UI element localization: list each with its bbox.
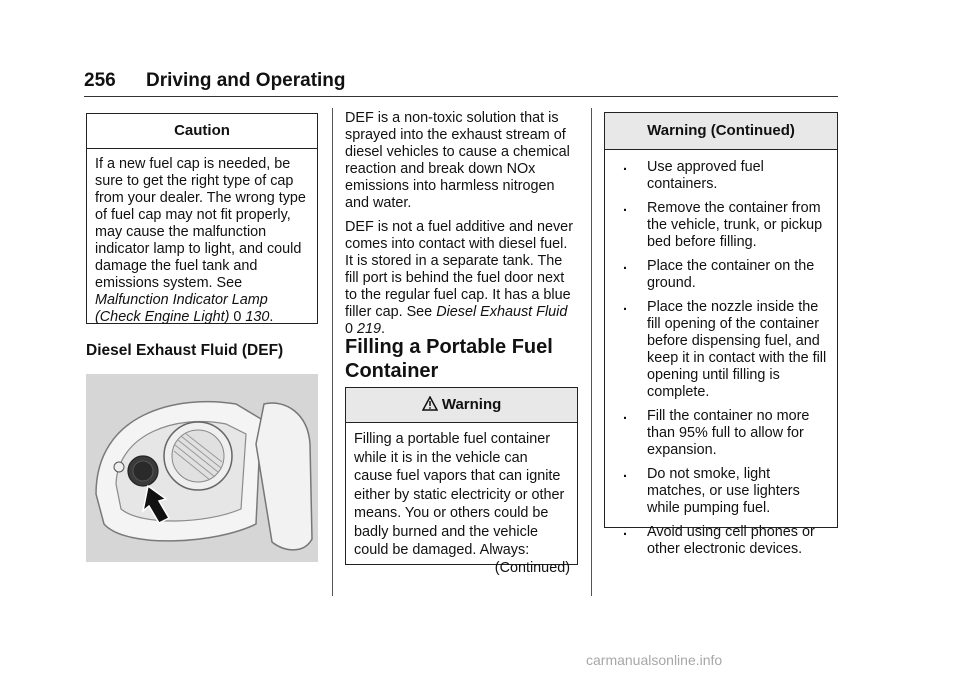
caution-body	[87, 149, 317, 326]
column-divider	[332, 108, 333, 596]
page-ref-icon: 0	[345, 321, 354, 337]
caution-reference-link[interactable]: Malfunction Indicator Lamp (Check Engine Light)	[95, 292, 268, 325]
fuel-door-illustration	[86, 374, 318, 562]
bullet-icon: .	[623, 199, 627, 215]
caution-title: Caution	[87, 114, 317, 149]
list-item: . Fill the container no more than 95% full to allow for expansion.	[623, 407, 810, 458]
bullet-icon: .	[623, 407, 627, 423]
warning-list	[605, 150, 837, 558]
column-divider	[591, 108, 592, 596]
caution-reference-page[interactable]: 130	[245, 309, 270, 325]
list-item: . Use approved fuel containers.	[623, 158, 764, 192]
bullet-icon: .	[623, 257, 627, 273]
fuel-door-drawing	[86, 374, 318, 562]
bullet-icon: .	[623, 523, 627, 539]
def-reference-page[interactable]: 219	[357, 321, 382, 337]
warning-continued-title: Warning (Continued)	[605, 113, 837, 150]
warning-triangle-icon	[422, 396, 438, 411]
header-rule	[84, 96, 838, 97]
page-number: 256	[84, 70, 116, 91]
section-title: Driving and Operating	[146, 70, 346, 91]
def-paragraph-1: DEF is a non-toxic solution that is sprayed into the exhaust stream of diesel vehicles to cause a chemical reaction and break down NOx emissions into harmless nitrogen and water.	[345, 110, 570, 211]
bullet-icon: .	[623, 158, 627, 174]
def-paragraph-2	[345, 219, 577, 338]
warning-body: Filling a portable fuel container while it is in the vehicle can cause fuel vapors that can ignite either by static electricity or other means. You or others could be badly burned and the vehicle could be damaged. Always:	[354, 431, 565, 558]
caution-text: If a new fuel cap is needed, be sure to get the right type of cap from your dealer. The wrong type of fuel cap may not fit properly, may cause the malfunction indicator lamp to light, and could damage the fuel tank and emissions system. See	[95, 156, 306, 291]
list-item: . Avoid using cell phones or other electronic devices.	[623, 523, 815, 557]
caution-box	[86, 113, 318, 324]
warning-continued-label: (Continued)	[494, 559, 570, 576]
bullet-icon: .	[623, 298, 627, 314]
list-item: . Remove the container from the vehicle, trunk, or pickup bed before filling.	[623, 199, 823, 250]
def-description	[345, 110, 577, 345]
warning-continued-box	[604, 112, 838, 557]
page-ref-icon: 0	[233, 309, 242, 325]
warning-box	[345, 387, 578, 576]
def-heading: Diesel Exhaust Fluid (DEF)	[86, 342, 284, 359]
list-item: . Do not smoke, light matches, or use lighters while pumping fuel.	[623, 465, 800, 516]
watermark-link[interactable]: carmanualsonline.info	[586, 652, 723, 668]
def-paragraph-2-text: DEF is not a fuel additive and never comes into contact with diesel fuel. It is stored in a separate tank. The fill port is behind the fuel door next to the regular fuel cap. It has a blue filler cap. See	[345, 219, 573, 320]
warning-header	[346, 388, 577, 423]
bullet-icon: .	[623, 465, 627, 481]
list-item: . Place the nozzle inside the fill opening of the container before dispensing fuel, and keep it in contact with the fill opening until filling is complete.	[623, 298, 827, 400]
caution-reference-end: .	[269, 309, 274, 325]
def-reference-link[interactable]: Diesel Exhaust Fluid	[436, 304, 568, 320]
list-item: . Place the container on the ground.	[623, 257, 815, 291]
warning-title: Warning	[441, 396, 502, 413]
def-reference-end: .	[381, 321, 386, 337]
portable-fuel-heading: Filling a Portable Fuel Container	[345, 336, 553, 382]
